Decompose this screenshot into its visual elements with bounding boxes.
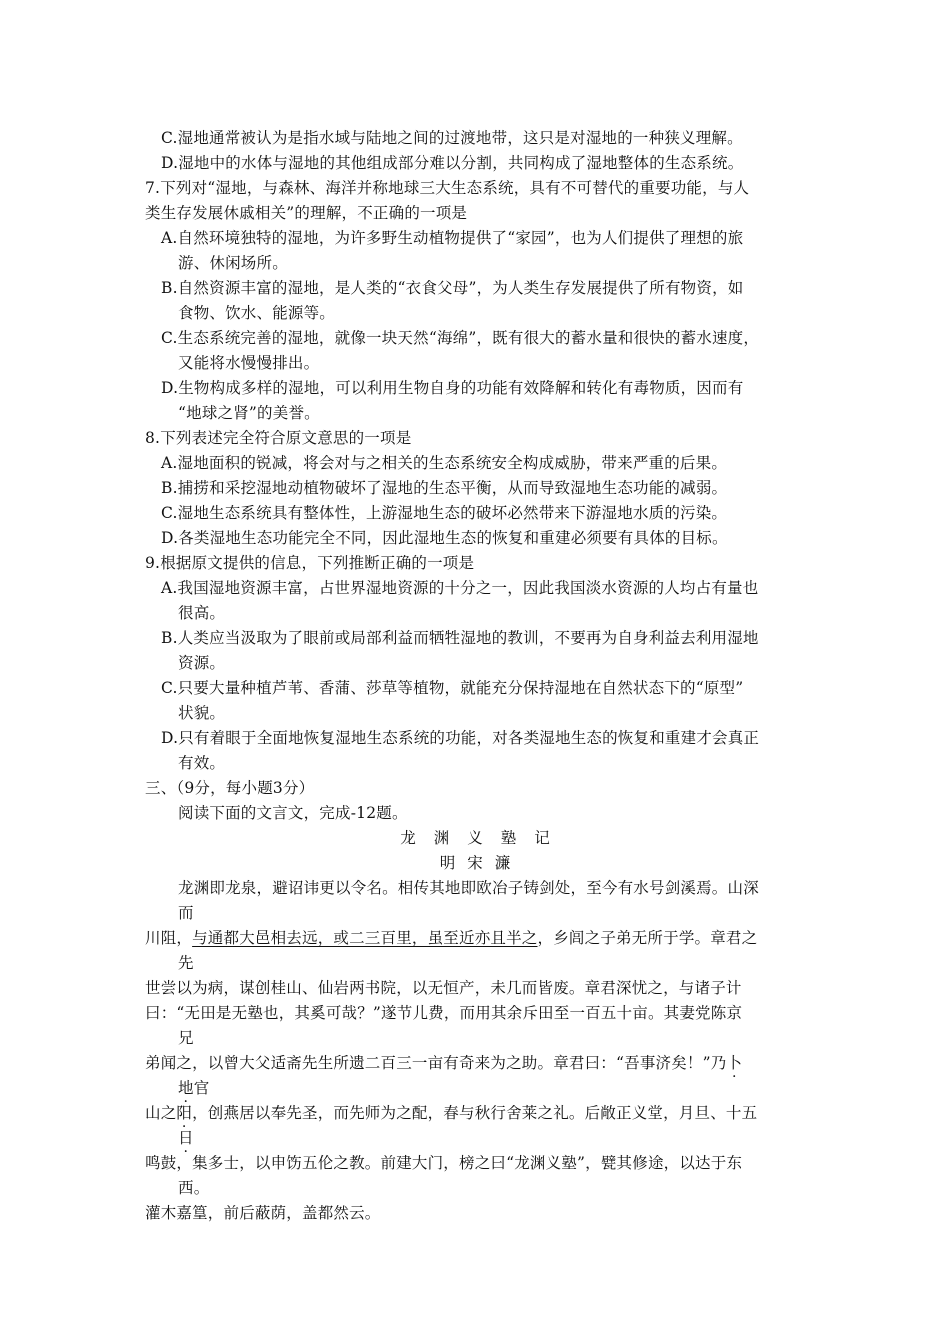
q8-option-c: C.湿地生态系统具有整体性，上游湿地生态的破坏必然带来下游湿地水质的污染。 [161, 504, 728, 522]
q8-option-a: A.湿地面积的锐减，将会对与之相关的生态系统安全构成威胁，带来严重的后果。 [161, 454, 728, 472]
q8-option-b: B.捕捞和采挖湿地动植物破坏了湿地的生态平衡，从而导致湿地生态功能的减弱。 [161, 479, 728, 497]
q9-option-a-line1: A.我国湿地资源丰富，占世界湿地资源的十分之一，因此我国淡水资源的人均占有量也 [161, 579, 759, 597]
q7-option-d-line1: D.生物构成多样的湿地，可以利用生物自身的功能有效降解和转化有毒物质，因而有 [161, 379, 744, 397]
q7-option-c-line2: 又能将水慢慢排出。 [178, 354, 320, 372]
passage-line2-end: ，乡闾之子弟无所于学。章君之 [537, 929, 758, 947]
q7-option-a-line1: A.自然环境独特的湿地，为许多野生动植物提供了“家园”，也为人们提供了理想的旅 [161, 229, 744, 247]
q9-option-b-line2: 资源。 [178, 654, 226, 672]
section3-heading: 三、（9分，每小题3分） [145, 779, 315, 797]
passage-title: 龙渊义塾记 [400, 829, 568, 847]
passage-line8: 灌木嘉篁，前后蔽荫，盖都然云。 [145, 1204, 381, 1222]
passage-line5-wrap-text: 官 [193, 1079, 210, 1097]
q7-stem-line2: 类生存发展休戚相关”的理解，不正确的一项是 [145, 204, 468, 222]
q9-option-d-line2: 有效。 [178, 754, 226, 772]
q9-option-c-line2: 状貌。 [178, 704, 226, 722]
q7-option-b-line1: B.自然资源丰富的湿地，是人类的“衣食父母”，为人类生存发展提供了所有物资，如 [161, 279, 744, 297]
passage-line4-wrap: 兄 [178, 1029, 194, 1047]
q7-stem-line1: 7.下列对“湿地，与森林、海洋并称地球三大生态系统，具有不可替代的重要功能，与人 [145, 179, 750, 197]
q7-option-c-line1: C.生态系统完善的湿地，就像一块天然“海绵”，既有很大的蓄水量和很快的蓄水速度， [161, 329, 760, 347]
q8-stem: 8.下列表述完全符合原文意思的一项是 [145, 429, 412, 447]
passage-line6-start: 山之 [145, 1104, 177, 1122]
passage-line4: 曰：“无田是无塾也，其奚可哉？”遂节儿费，而用其余斥田至一百五十亩。其妻党陈京 [145, 1004, 743, 1022]
q9-option-d-line1: D.只有着眼于全面地恢复湿地生态系统的功能，对各类湿地生态的恢复和重建才会真正 [161, 729, 760, 747]
q7-option-a-line2: 游、休闲场所。 [178, 254, 288, 272]
dotted-char-di: 地 [178, 1079, 194, 1097]
dotted-char-bu: 卜 [726, 1054, 743, 1072]
passage-author: 明宋濂 [439, 854, 523, 872]
passage-line7-wrap: 西。 [178, 1179, 210, 1197]
dotted-char-yang: 阳 [176, 1104, 193, 1122]
q8-option-d: D.各类湿地生态功能完全不同，因此湿地生态的恢复和重建必须要有具体的目标。 [161, 529, 728, 547]
q6-option-c: C.湿地通常被认为是指水域与陆地之间的过渡地带，这只是对湿地的一种狭义理解。 [161, 129, 743, 147]
passage-line2 [145, 928, 757, 948]
q9-option-c-line1: C.只要大量种植芦苇、香蒲、莎草等植物，就能充分保持湿地在自然状态下的“原型” [161, 679, 744, 697]
q7-option-b-line2: 食物、饮水、能源等。 [178, 304, 336, 322]
passage-line3: 世尝以为病，谋创桂山、仙岩两书院，以无恒产，未几而皆废。章君深忧之，与诸子计 [145, 979, 742, 997]
passage-line5 [145, 1053, 742, 1073]
passage-line6-end: ，创燕居以奉先圣，而先师为之配，春与秋行舍莱之礼。后敞正义堂，月旦、十五 [192, 1104, 758, 1122]
passage-line6-wrap [178, 1128, 194, 1148]
section3-instruction: 阅读下面的文言文，完成-12题。 [178, 804, 408, 822]
passage-line7: 鸣鼓，集多士，以申饬五伦之教。前建大门，榜之曰“龙渊义塾”，甓其修途，以达于东 [145, 1154, 743, 1172]
dotted-char-ri: 日 [178, 1129, 194, 1147]
q7-option-d-line2: “地球之肾”的美誉。 [178, 404, 320, 422]
q6-option-d: D.湿地中的水体与湿地的其他组成部分难以分割，共同构成了湿地整体的生态系统。 [161, 154, 744, 172]
passage-line2-start: 川阻， [145, 929, 193, 947]
underlined-sentence: 与通都大邑相去远，或二三百里，虽至近亦且半之 [192, 929, 538, 947]
passage-line1-wrap: 而 [178, 904, 194, 922]
passage-line6 [145, 1103, 757, 1123]
passage-line2-wrap: 先 [178, 954, 194, 972]
q9-option-b-line1: B.人类应当汲取为了眼前或局部利益而牺牲湿地的教训，不要再为自身利益去利用湿地 [161, 629, 759, 647]
passage-line1: 龙渊即龙泉，避诏讳更以令名。相传其地即欧冶子铸剑处，至今有水号剑溪焉。山深 [178, 879, 759, 897]
q9-stem: 9.根据原文提供的信息，下列推断正确的一项是 [145, 554, 475, 572]
q9-option-a-line2: 很高。 [178, 604, 226, 622]
passage-line5-text: 弟闻之，以曾大父适斋先生所遗二百三一亩有奇来为之助。章君曰：“吾事济矣！”乃 [145, 1054, 727, 1072]
passage-line5-wrap [178, 1078, 209, 1098]
